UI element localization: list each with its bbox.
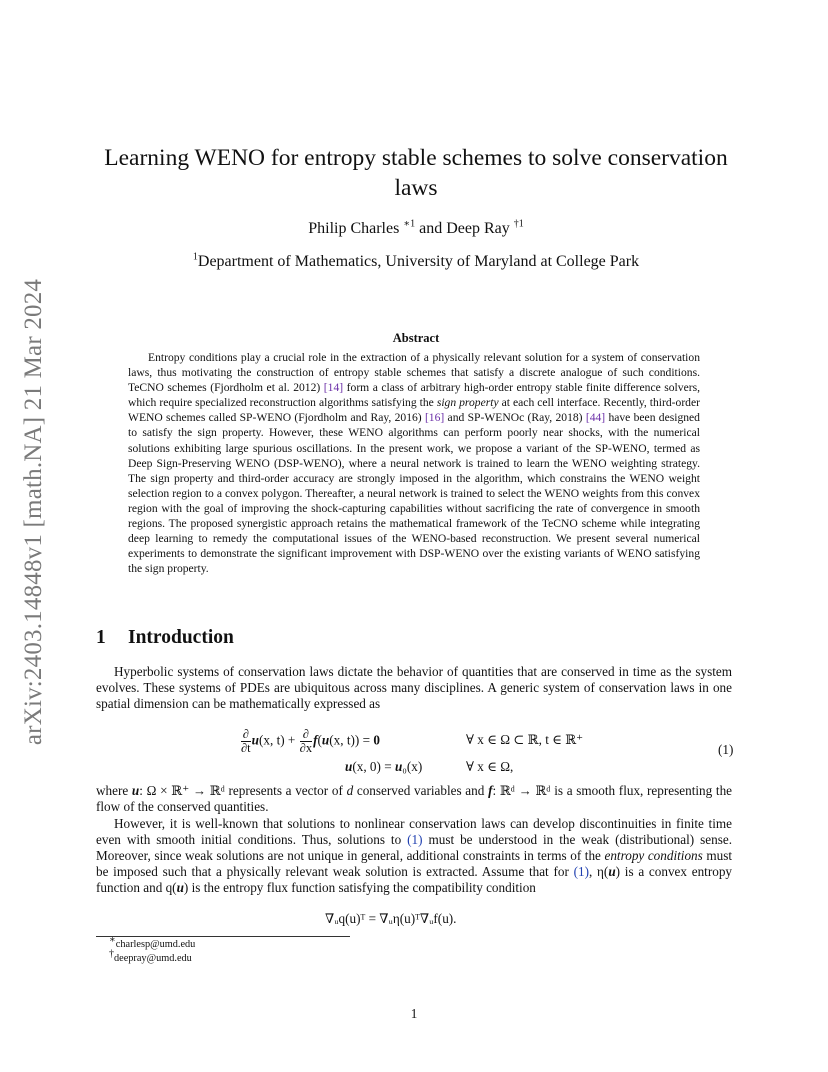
abstract-text: have been designed to satisfy the sign property. However, these WENO algorithms can perform poorly near shocks, with the numerical solutions exhibiting large spurious oscillations. In the present work, we propose a variant of the SP-WENO, termed as Deep Sign-Preserving WENO (DSP-WENO), where a neural network is trained to learn the WENO weighting strategy. The sign property and third-order accuracy are strongly imposed in the algorithm, which constrains the WENO weight selection region to a convex polygon. Thereafter, a neural network is trained to select the WENO weights from this convex region with the goal of improving the shock-capturing capabilities without sacrificing the rate of convergence in smooth regions. The proposed synergistic approach retains the mathematical framework of the TeCNO scheme while integrating deep learning to remedy the computational issues of the WENO-based reconstruction. We present several numerical experiments to demonstrate the significant improvement with DSP-WENO over the existing variants of WENO satisfying the sign property. <box>128 411 700 576</box>
footnote-divider <box>96 936 350 937</box>
author-line <box>96 218 736 240</box>
citation-link[interactable]: [44] <box>585 411 606 425</box>
equation-reference-link[interactable]: (1) <box>573 864 589 880</box>
page-number: 1 <box>410 1006 418 1021</box>
abstract-text: form a class of arbitrary high-order entropy stable finite difference solvers, which require specialized reconstruction algorithms satisfying the <box>128 381 700 410</box>
body-text: ) is the entropy flux function satisfying the compatibility condition <box>183 880 536 896</box>
body-text: ) is a convex entropy function and q( <box>96 864 733 896</box>
math-symbol: u <box>608 864 616 880</box>
author-name: Deep Ray <box>446 220 510 237</box>
intro-paragraph <box>96 783 732 815</box>
body-text: must be imposed such that a physically relevant weak solution is extracted. Assume that for <box>96 848 732 880</box>
author-conjunction: and <box>419 220 443 237</box>
math-text: (x, 0) = <box>352 759 392 774</box>
frac-numerator: ∂ <box>242 727 249 741</box>
compatibility-equation: ∇ᵤq(u)ᵀ = ∇ᵤη(u)ᵀ∇ᵤf(u). <box>325 911 457 926</box>
section-number: 1 <box>96 627 106 648</box>
math-symbol: u <box>394 759 403 774</box>
affiliation-mark: 1 <box>192 251 198 263</box>
math-symbol: u <box>131 783 140 798</box>
math-symbol: d <box>346 783 354 798</box>
affiliation-text: Department of Mathematics, University of Maryland at College Park <box>197 253 640 270</box>
footnote-mark: ∗ <box>109 934 116 946</box>
equation-reference-link[interactable]: (1) <box>407 832 423 848</box>
equation-number: (1) <box>718 742 734 757</box>
body-text: : ℝᵈ → ℝᵈ is a smooth flux, representing the flow of the conserved quantities. <box>96 783 733 815</box>
math-symbol: 0 <box>373 732 380 748</box>
math-text: ( <box>317 732 322 748</box>
equation-line <box>240 728 380 755</box>
section-heading <box>96 627 234 649</box>
frac-numerator: ∂ <box>300 728 312 742</box>
math-symbol: f <box>313 732 318 748</box>
equation-condition: ∀ x ∈ Ω ⊂ ℝ, t ∈ ℝ⁺ <box>466 732 584 747</box>
abstract-heading: Abstract <box>392 331 440 345</box>
equation-line <box>345 759 422 775</box>
abstract-text: Entropy conditions play a crucial role in the extraction of a physically relevant solution for a system of conservation laws, thus motivating the construction of entropy stable schemes that satisfy a discrete analogue of such conditions. TeCNO schemes (Fjordholm et al. 2012) <box>128 351 700 395</box>
affiliation <box>96 251 736 273</box>
paper-title: Learning WENO for entropy stable schemes to solve conservation laws <box>104 145 728 201</box>
math-symbol: u <box>251 732 259 748</box>
intro-paragraph <box>96 816 732 896</box>
body-text: However, it is well-known that solutions to nonlinear conservation laws can develop discontinuities in finite time even with smooth initial conditions. Thus, solutions to <box>96 816 732 848</box>
body-text: must be understood in the weak (distributional) sense. Moreover, since weak solutions are not unique in general, additional constraints in terms of the <box>96 832 732 864</box>
frac-denominator: ∂t <box>241 741 251 755</box>
math-text: (x, t) + <box>259 732 296 748</box>
author-footnote-mark: ∗1 <box>403 218 416 230</box>
citation-link[interactable]: [14] <box>323 381 344 395</box>
partial-derivative <box>241 728 251 755</box>
footnote <box>109 948 192 964</box>
emphasis-text: entropy conditions <box>604 848 703 864</box>
footnote-email[interactable]: deepray@umd.edu <box>114 953 192 964</box>
math-text: ₀(x) <box>402 759 423 774</box>
citation-link[interactable]: [16] <box>424 411 445 425</box>
partial-derivative <box>300 728 312 755</box>
abstract-body <box>128 350 700 576</box>
math-text: (x, t)) = <box>329 732 371 748</box>
body-text: where <box>96 783 129 798</box>
math-symbol: f <box>488 783 493 798</box>
arxiv-identifier: arXiv:2403.14848v1 [math.NA] 21 Mar 2024 <box>20 278 47 746</box>
body-text: : Ω × ℝ⁺ → ℝᵈ represents a vector of <box>139 783 343 798</box>
author-footnote-mark: †1 <box>513 218 524 230</box>
frac-denominator: ∂x <box>299 741 313 755</box>
footnote-mark: † <box>109 948 114 960</box>
emphasis-text: sign property <box>436 396 499 410</box>
footnote-email[interactable]: charlesp@umd.edu <box>115 939 196 950</box>
equation-condition: ∀ x ∈ Ω, <box>466 759 514 774</box>
math-symbol: u <box>345 759 353 774</box>
arxiv-sidebar-stamp <box>14 262 54 762</box>
author-name: Philip Charles <box>308 220 400 237</box>
abstract-text: and SP-WENOc (Ray, 2018) <box>447 411 583 425</box>
intro-paragraph: Hyperbolic systems of conservation laws dictate the behavior of quantities that are conserved in time as the system evolves. These systems of PDEs are ubiquitous across many disciplines. A generic system of conservation laws in one spatial dimension can be mathematically expressed as <box>96 664 732 712</box>
footnote <box>109 934 196 950</box>
abstract-text: at each cell interface. Recently, third-order WENO schemes called SP-WENO (Fjordholm and Ray, 2016) <box>128 396 700 425</box>
math-symbol: u <box>176 880 184 896</box>
math-symbol: u <box>321 732 330 748</box>
body-text: conserved variables and <box>356 783 485 798</box>
section-title: Introduction <box>128 627 234 648</box>
body-text: , η( <box>588 864 609 880</box>
